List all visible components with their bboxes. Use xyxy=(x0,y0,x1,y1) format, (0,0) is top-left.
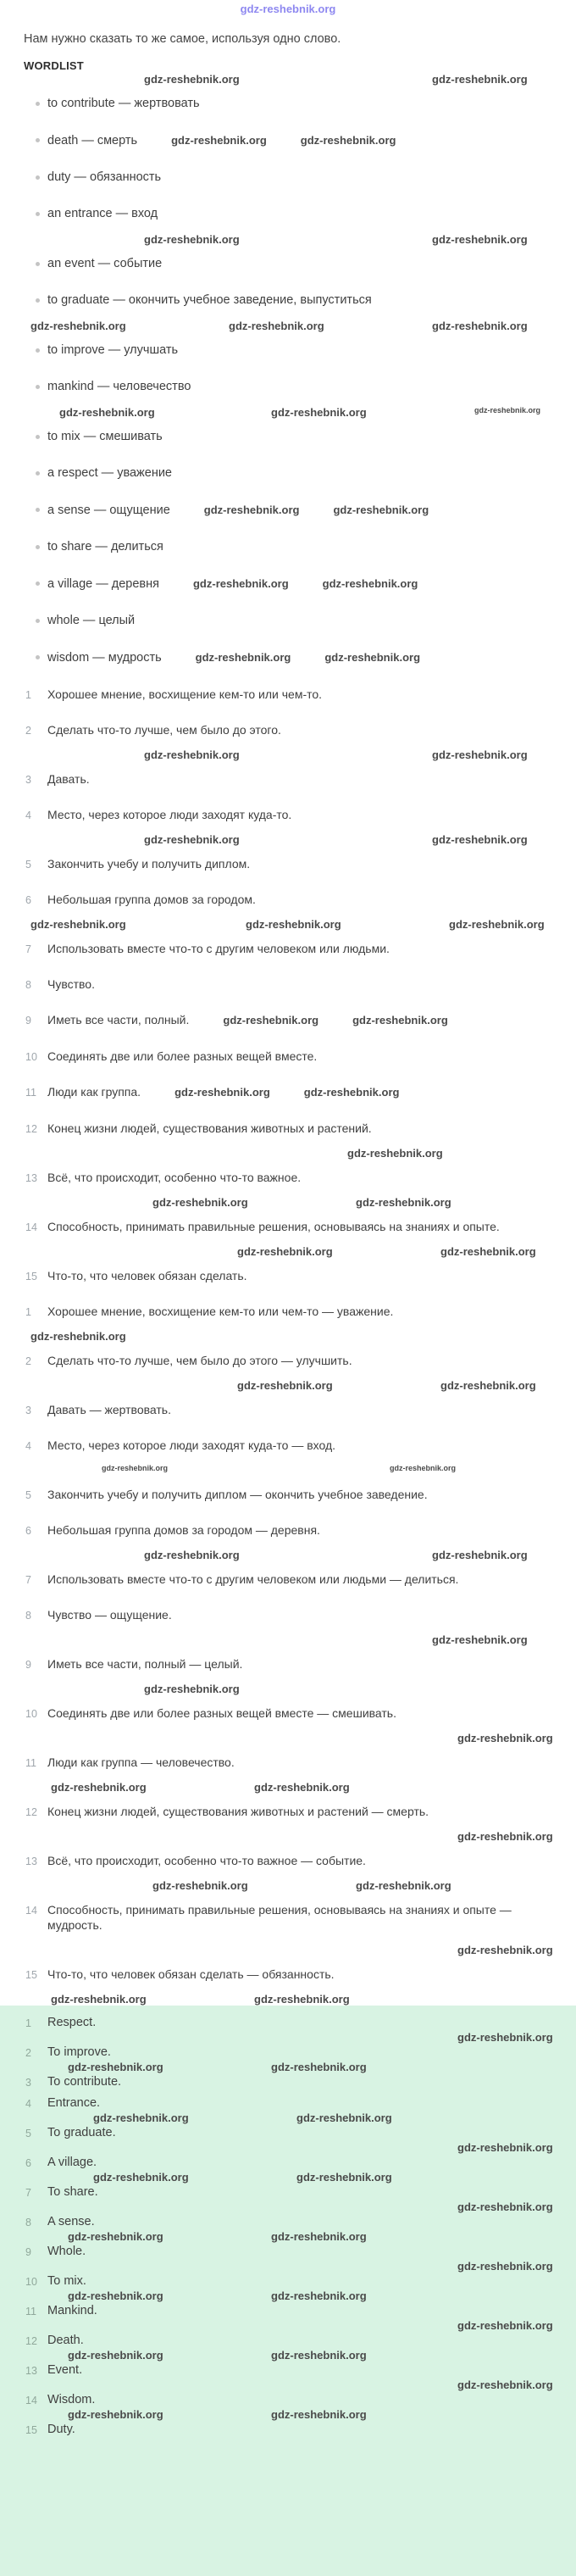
site-watermark: gdz-reshebnik.org xyxy=(457,2031,553,2044)
numbered-item xyxy=(0,1646,576,1682)
item-text: A sense. xyxy=(47,2215,95,2228)
bullet-icon xyxy=(36,102,40,106)
bullet-icon xyxy=(36,385,40,389)
item-number: 12 xyxy=(25,1806,37,1818)
item-text: Закончить учебу и получить диплом — окончить учебное заведение. xyxy=(47,1488,428,1501)
item-number: 1 xyxy=(25,2017,31,2029)
item-text: Duty. xyxy=(47,2423,75,2436)
numbered-item xyxy=(0,2093,576,2114)
item-number: 9 xyxy=(25,1659,31,1671)
site-watermark: gdz-reshebnik.org xyxy=(68,2289,163,2302)
item-text: Event. xyxy=(47,2363,83,2377)
item-text: Люди как группа. xyxy=(47,1085,141,1099)
watermark-row xyxy=(0,405,576,419)
item-number: 9 xyxy=(25,1015,31,1027)
site-watermark: gdz-reshebnik.org xyxy=(237,1245,333,1258)
watermark-row xyxy=(0,2262,576,2271)
item-number: 6 xyxy=(25,2157,31,2169)
item-number: 10 xyxy=(25,2276,37,2288)
watermark-row xyxy=(0,1878,576,1892)
site-watermark: gdz-reshebnik.org xyxy=(322,577,418,590)
site-watermark: gdz-reshebnik.org xyxy=(68,2408,163,2421)
watermark-row xyxy=(0,232,576,246)
item-text: Хорошее мнение, восхищение кем-то или чем-то. xyxy=(47,687,323,701)
site-watermark: gdz-reshebnik.org xyxy=(474,406,541,414)
site-watermark: gdz-reshebnik.org xyxy=(102,1464,169,1472)
item-number: 2 xyxy=(25,725,31,737)
item-text: Чувство — ощущение. xyxy=(47,1608,172,1622)
site-watermark: gdz-reshebnik.org xyxy=(333,504,429,516)
item-text: Чувство. xyxy=(47,977,95,991)
site-watermark: gdz-reshebnik.org xyxy=(93,2111,189,2124)
bullet-icon xyxy=(36,471,40,476)
definitions-section xyxy=(0,676,576,1294)
item-text: Место, через которое люди заходят куда-то — вход. xyxy=(47,1438,336,1452)
watermark-row xyxy=(0,2378,576,2391)
item-number: 15 xyxy=(25,1969,37,1981)
site-watermark: gdz-reshebnik.org xyxy=(356,1879,451,1892)
item-number: 3 xyxy=(25,774,31,786)
wordlist-section xyxy=(0,72,576,676)
item-text: Место, через которое люди заходят куда-то. xyxy=(47,808,292,821)
numbered-item xyxy=(0,1561,576,1597)
numbered-item xyxy=(0,882,576,917)
numbered-item xyxy=(0,1002,576,1038)
watermark-row xyxy=(0,1195,576,1209)
site-watermark: gdz-reshebnik.org xyxy=(30,1330,126,1343)
bullet-icon xyxy=(36,545,40,549)
item-text: Entrance. xyxy=(47,2096,101,2110)
numbered-item xyxy=(0,1794,576,1829)
site-watermark: gdz-reshebnik.org xyxy=(237,1379,333,1392)
item-number: 15 xyxy=(25,1271,37,1282)
site-watermark: gdz-reshebnik.org xyxy=(30,320,126,332)
watermark-row xyxy=(0,832,576,846)
site-watermark: gdz-reshebnik.org xyxy=(174,1086,270,1099)
site-watermark: gdz-reshebnik.org xyxy=(390,1464,457,1472)
numbered-item xyxy=(0,2419,576,2440)
site-watermark: gdz-reshebnik.org xyxy=(30,918,126,931)
wordlist-item xyxy=(0,196,576,232)
wordlist-item xyxy=(0,369,576,405)
bullet-icon xyxy=(36,435,40,439)
site-watermark: gdz-reshebnik.org xyxy=(432,320,528,332)
site-watermark: gdz-reshebnik.org xyxy=(144,833,240,846)
numbered-item xyxy=(0,1427,576,1463)
item-text: Небольшая группа домов за городом — деревня. xyxy=(47,1523,320,1537)
site-watermark: gdz-reshebnik.org xyxy=(271,2230,367,2243)
bullet-icon xyxy=(36,581,40,586)
item-number: 3 xyxy=(25,1405,31,1416)
wordlist-item xyxy=(0,529,576,565)
watermark-row xyxy=(0,2319,576,2332)
item-number: 5 xyxy=(25,859,31,871)
item-number: 13 xyxy=(25,1172,37,1184)
watermark-row xyxy=(0,319,576,332)
item-number: 8 xyxy=(25,979,31,991)
site-watermark: gdz-reshebnik.org xyxy=(144,73,240,86)
item-text: Конец жизни людей, существования животных и растений. xyxy=(47,1121,372,1135)
site-watermark: gdz-reshebnik.org xyxy=(440,1245,536,1258)
watermark-row xyxy=(0,2230,576,2243)
site-watermark: gdz-reshebnik.org xyxy=(59,406,155,419)
wordlist-item xyxy=(0,246,576,282)
item-text: Что-то, что человек обязан сделать — обязанность. xyxy=(47,1967,335,1981)
wordlist-item xyxy=(0,603,576,639)
numbered-item xyxy=(0,1294,576,1329)
watermark-row xyxy=(0,1780,576,1794)
wordlist-item xyxy=(0,455,576,492)
site-watermark: gdz-reshebnik.org xyxy=(68,2349,163,2362)
numbered-item xyxy=(0,1343,576,1378)
item-text: A village. xyxy=(47,2156,97,2169)
site-watermark: gdz-reshebnik.org xyxy=(68,2230,163,2243)
site-watermark: gdz-reshebnik.org xyxy=(457,2260,553,2273)
wordlist-item xyxy=(0,639,576,676)
item-number: 3 xyxy=(25,2077,31,2089)
site-watermark: gdz-reshebnik.org xyxy=(271,406,367,419)
item-text: whole — целый xyxy=(47,614,136,627)
numbered-item xyxy=(0,761,576,797)
item-number: 4 xyxy=(25,2098,31,2110)
item-number: 7 xyxy=(25,2187,31,2199)
wordlist-item xyxy=(0,159,576,196)
site-watermark: gdz-reshebnik.org xyxy=(324,651,421,664)
task-text: Нам нужно сказать то же самое, используя одно слово. xyxy=(24,32,341,46)
site-watermark: gdz-reshebnik.org xyxy=(457,2141,553,2154)
answers-english-section xyxy=(0,2006,576,2576)
item-text: an event — событие xyxy=(47,257,163,270)
item-number: 11 xyxy=(25,2306,36,2317)
item-number: 1 xyxy=(25,1306,31,1318)
site-watermark: gdz-reshebnik.org xyxy=(51,1781,147,1794)
item-text: Конец жизни людей, существования животных и растений — смерть. xyxy=(47,1805,429,1818)
numbered-item xyxy=(0,966,576,1002)
site-watermark: gdz-reshebnik.org xyxy=(457,2200,553,2213)
site-watermark: gdz-reshebnik.org xyxy=(457,2378,553,2391)
numbered-item xyxy=(0,846,576,882)
watermark-row xyxy=(0,1731,576,1744)
watermark-row xyxy=(0,2063,576,2072)
numbered-item xyxy=(0,1392,576,1427)
numbered-item xyxy=(0,1160,576,1195)
item-text: death — смерть xyxy=(47,134,138,147)
item-text: To mix. xyxy=(47,2274,86,2288)
bullet-icon xyxy=(36,212,40,216)
site-watermark: gdz-reshebnik.org xyxy=(300,134,396,147)
item-text: Давать — жертвовать. xyxy=(47,1403,171,1416)
site-watermark: gdz-reshebnik.org xyxy=(432,73,528,86)
item-number: 10 xyxy=(25,1051,37,1063)
site-watermark: gdz-reshebnik.org xyxy=(152,1879,248,1892)
item-number: 12 xyxy=(25,1123,37,1135)
item-text: Давать. xyxy=(47,772,90,786)
item-text: Сделать что-то лучше, чем было до этого. xyxy=(47,723,281,737)
item-text: Использовать вместе что-то с другим человеком или людьми — делиться. xyxy=(47,1572,459,1586)
numbered-item xyxy=(0,1074,576,1110)
numbered-item xyxy=(0,931,576,966)
watermark-row xyxy=(0,72,576,86)
item-text: Mankind. xyxy=(47,2304,97,2317)
item-text: To graduate. xyxy=(47,2126,116,2139)
item-number: 11 xyxy=(25,1757,36,1769)
site-watermark: gdz-reshebnik.org xyxy=(271,2408,367,2421)
watermark-row xyxy=(0,1463,576,1477)
numbered-item xyxy=(0,1956,576,1992)
bullet-icon xyxy=(36,348,40,353)
numbered-item xyxy=(0,712,576,748)
site-watermark: gdz-reshebnik.org xyxy=(68,2061,163,2073)
item-text: Всё, что происходит, особенно что-то важное. xyxy=(47,1171,302,1184)
numbered-item xyxy=(0,1110,576,1146)
watermark-row xyxy=(0,1548,576,1561)
site-watermark: gdz-reshebnik.org xyxy=(432,233,528,246)
site-watermark: gdz-reshebnik.org xyxy=(303,1086,400,1099)
watermark-row xyxy=(0,1244,576,1258)
item-text: To contribute. xyxy=(47,2075,122,2089)
watermark-row xyxy=(0,2200,576,2213)
item-text: Respect. xyxy=(47,2016,97,2029)
item-text: Хорошее мнение, восхищение кем-то или чем-то — уважение. xyxy=(47,1305,394,1318)
site-watermark: gdz-reshebnik.org xyxy=(203,504,300,516)
numbered-item xyxy=(0,1477,576,1512)
item-text: Иметь все части, полный — целый. xyxy=(47,1657,243,1671)
site-watermark: gdz-reshebnik.org xyxy=(246,918,341,931)
site-watermark: gdz-reshebnik.org xyxy=(144,233,240,246)
item-text: to mix — смешивать xyxy=(47,430,163,443)
item-number: 11 xyxy=(25,1087,36,1099)
site-watermark: gdz-reshebnik.org xyxy=(144,1683,240,1695)
watermark-row xyxy=(0,748,576,761)
item-text: Death. xyxy=(47,2334,84,2347)
item-text: To share. xyxy=(47,2185,98,2199)
item-number: 15 xyxy=(25,2424,37,2436)
numbered-item xyxy=(0,2152,576,2173)
numbered-item xyxy=(0,1892,576,1943)
numbered-item xyxy=(0,797,576,832)
numbered-item xyxy=(0,676,576,712)
site-watermark: gdz-reshebnik.org xyxy=(457,1732,553,1744)
watermark-row xyxy=(0,1329,576,1343)
site-watermark: gdz-reshebnik.org xyxy=(223,1014,319,1027)
site-watermark: gdz-reshebnik.org xyxy=(254,1781,350,1794)
site-watermark: gdz-reshebnik.org xyxy=(254,1993,350,2006)
watermark-row xyxy=(0,1992,576,2006)
watermark-row xyxy=(0,2031,576,2044)
watermark-row xyxy=(0,1829,576,1843)
item-number: 12 xyxy=(25,2335,37,2347)
item-text: Что-то, что человек обязан сделать. xyxy=(47,1269,247,1282)
watermark-row xyxy=(0,1378,576,1392)
site-watermark: gdz-reshebnik.org xyxy=(192,577,289,590)
item-number: 5 xyxy=(25,1489,31,1501)
item-text: Сделать что-то лучше, чем было до этого — улучшить. xyxy=(47,1354,352,1367)
site-watermark: gdz-reshebnik.org xyxy=(229,320,324,332)
site-watermark: gdz-reshebnik.org xyxy=(449,918,545,931)
bullet-icon xyxy=(36,508,40,512)
wordlist-item xyxy=(0,492,576,529)
watermark-row xyxy=(0,917,576,931)
bullet-icon xyxy=(36,619,40,623)
wordlist-item xyxy=(0,419,576,455)
site-watermark: gdz-reshebnik.org xyxy=(144,748,240,761)
site-watermark: gdz-reshebnik.org xyxy=(347,1147,443,1160)
site-watermark: gdz-reshebnik.org xyxy=(271,2061,367,2073)
watermark-row xyxy=(0,1682,576,1695)
item-text: Соединять две или более разных вещей вместе — смешивать. xyxy=(47,1706,396,1720)
item-number: 5 xyxy=(25,2128,31,2139)
site-watermark: gdz-reshebnik.org xyxy=(432,1549,528,1561)
watermark-row xyxy=(0,2289,576,2302)
item-number: 1 xyxy=(25,689,31,701)
item-number: 14 xyxy=(25,2395,37,2406)
site-watermark: gdz-reshebnik.org xyxy=(51,1993,147,2006)
item-number: 4 xyxy=(25,1440,31,1452)
item-text: duty — обязанность xyxy=(47,170,162,184)
site-watermark: gdz-reshebnik.org xyxy=(432,748,528,761)
item-text: an entrance — вход xyxy=(47,207,158,220)
site-watermark: gdz-reshebnik.org xyxy=(296,2171,392,2184)
site-watermark: gdz-reshebnik.org xyxy=(356,1196,451,1209)
bullet-icon xyxy=(36,262,40,266)
numbered-item xyxy=(0,1695,576,1731)
item-text: To improve. xyxy=(47,2045,111,2059)
numbered-item xyxy=(0,1038,576,1074)
item-text: Способность, принимать правильные решения, основываясь на знаниях и опыте — мудрость. xyxy=(47,1903,512,1932)
site-watermark: gdz-reshebnik.org xyxy=(144,1549,240,1561)
item-number: 14 xyxy=(25,1905,37,1917)
item-number: 13 xyxy=(25,2365,37,2377)
watermark-row xyxy=(0,1146,576,1160)
site-watermark: gdz-reshebnik.org xyxy=(457,1830,553,1843)
item-number: 7 xyxy=(25,1574,31,1586)
answers-russian-section xyxy=(0,1294,576,2006)
site-watermark: gdz-reshebnik.org xyxy=(271,2289,367,2302)
watermark-row xyxy=(0,2141,576,2154)
site-watermark: gdz-reshebnik.org xyxy=(457,2319,553,2332)
item-number: 2 xyxy=(25,2047,31,2059)
item-text: a sense — ощущение xyxy=(47,504,170,517)
item-text: to improve — улучшать xyxy=(47,343,179,357)
site-watermark: gdz-reshebnik.org xyxy=(93,2171,189,2184)
site-watermark: gdz-reshebnik.org xyxy=(152,1196,248,1209)
watermark-row xyxy=(0,1943,576,1956)
numbered-item xyxy=(0,1512,576,1548)
site-watermark: gdz-reshebnik.org xyxy=(195,651,291,664)
numbered-item xyxy=(0,1597,576,1633)
watermark-row xyxy=(0,2408,576,2421)
item-text: Whole. xyxy=(47,2245,86,2258)
item-text: Всё, что происходит, особенно что-то важное — событие. xyxy=(47,1854,366,1867)
site-watermark: gdz-reshebnik.org xyxy=(171,134,267,147)
item-text: Небольшая группа домов за городом. xyxy=(47,893,256,906)
item-number: 14 xyxy=(25,1221,37,1233)
item-text: Wisdom. xyxy=(47,2393,96,2406)
item-text: wisdom — мудрость xyxy=(47,651,162,665)
item-number: 7 xyxy=(25,943,31,955)
watermark-row xyxy=(0,2111,576,2124)
item-text: to contribute — жертвовать xyxy=(47,97,200,110)
wordlist-item xyxy=(0,122,576,159)
item-number: 13 xyxy=(25,1855,37,1867)
item-number: 2 xyxy=(25,1355,31,1367)
bullet-icon xyxy=(36,298,40,303)
wordlist-item xyxy=(0,565,576,603)
item-number: 8 xyxy=(25,2217,31,2228)
item-number: 10 xyxy=(25,1708,37,1720)
numbered-item xyxy=(0,2072,576,2093)
bullet-icon xyxy=(36,655,40,659)
site-watermark: gdz-reshebnik.org xyxy=(440,1379,536,1392)
item-number: 6 xyxy=(25,894,31,906)
watermark-row xyxy=(0,2351,576,2360)
wordlist-heading: WORDLIST xyxy=(24,59,84,72)
item-text: Иметь все части, полный. xyxy=(47,1013,190,1027)
item-number: 4 xyxy=(25,810,31,821)
site-watermark: gdz-reshebnik.org xyxy=(352,1014,448,1027)
numbered-item xyxy=(0,1843,576,1878)
wordlist-item xyxy=(0,282,576,319)
item-text: a respect — уважение xyxy=(47,466,172,480)
header-site-watermark: gdz-reshebnik.org xyxy=(240,3,336,15)
numbered-item xyxy=(0,1744,576,1780)
item-text: Использовать вместе что-то с другим человеком или людьми. xyxy=(47,942,390,955)
site-watermark: gdz-reshebnik.org xyxy=(296,2111,392,2124)
item-number: 8 xyxy=(25,1610,31,1622)
item-number: 9 xyxy=(25,2246,31,2258)
item-number: 6 xyxy=(25,1525,31,1537)
item-text: Способность, принимать правильные решения, основываясь на знаниях и опыте. xyxy=(47,1220,500,1233)
item-text: Соединять две или более разных вещей вместе. xyxy=(47,1049,318,1063)
numbered-item xyxy=(0,1209,576,1244)
numbered-item xyxy=(0,1258,576,1294)
item-text: mankind — человечество xyxy=(47,380,191,393)
item-text: Люди как группа — человечество. xyxy=(47,1755,235,1769)
site-watermark: gdz-reshebnik.org xyxy=(432,1633,528,1646)
bullet-icon xyxy=(36,138,40,142)
item-text: Закончить учебу и получить диплом. xyxy=(47,857,251,871)
wordlist-item xyxy=(0,86,576,122)
bullet-icon xyxy=(36,175,40,180)
watermark-row xyxy=(0,2173,576,2182)
item-text: to share — делиться xyxy=(47,540,163,554)
wordlist-item xyxy=(0,332,576,369)
site-watermark: gdz-reshebnik.org xyxy=(457,1944,553,1956)
item-text: a village — деревня xyxy=(47,577,159,591)
site-watermark: gdz-reshebnik.org xyxy=(271,2349,367,2362)
watermark-row xyxy=(0,1633,576,1646)
site-watermark: gdz-reshebnik.org xyxy=(432,833,528,846)
item-text: to graduate — окончить учебное заведение, выпуститься xyxy=(47,293,372,307)
